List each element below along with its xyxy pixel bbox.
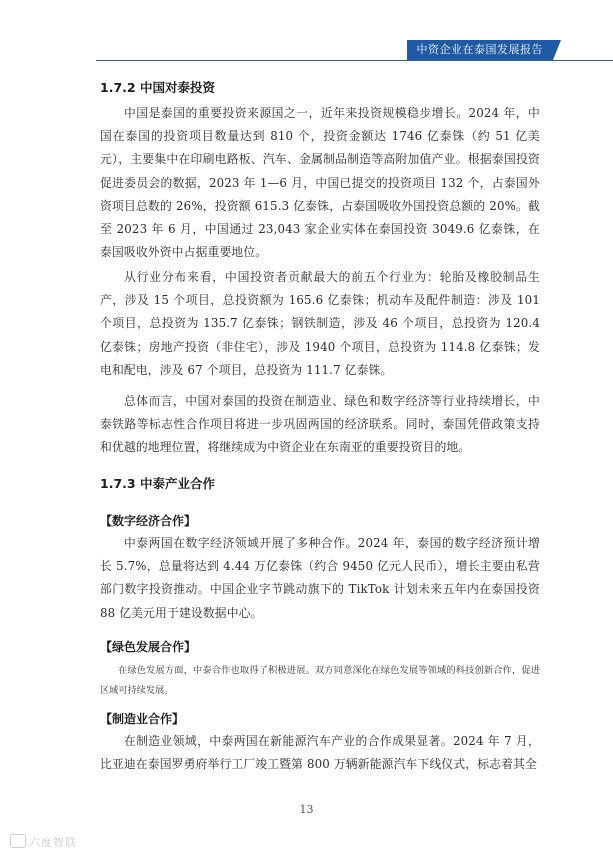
- watermark: [10, 834, 77, 850]
- subheading-digital-economy: 【数字经济合作】: [100, 514, 197, 528]
- paragraph-summary: 总体而言，中国对泰国的投资在制造业、绿色和数字经济等行业持续增长，中泰铁路等标志性合作项目将进一步巩固两国的经济联系。同时，泰国凭借政策支持和优越的地理位置，将继续成为中资企业在东南亚的重要投资目的地。: [100, 394, 540, 455]
- section-china-investment-body: [100, 102, 540, 264]
- subsection-manufacturing: [100, 710, 540, 776]
- header-divider: [96, 60, 613, 61]
- section-title-industry-cooperation: 1.7.3 中泰产业合作: [100, 476, 215, 491]
- paragraph-digital-economy: 中泰两国在数字经济领域开展了多种合作。2024 年，泰国的数字经济预计增长 5.7%，总量将达到 4.44 万亿泰铢（约合 9450 亿元人民币），增长主要由私营部门数字投资推动。中国企业字节跳动旗下的 TikTok 计划未来五年内在泰国投资 88 亿美元用于建设数据中心。: [100, 536, 540, 620]
- page-number: 13: [299, 803, 314, 816]
- watermark-text: 六度智联: [29, 836, 77, 849]
- subheading-manufacturing: 【制造业合作】: [100, 712, 185, 726]
- watermark-logo-icon: [10, 834, 26, 848]
- paragraph-green-development: 在绿色发展方面，中泰合作也取得了积极进展。双方同意深化在绿色发展等领域的科技创新合作，促进区域可持续发展。: [100, 665, 540, 696]
- section-industry-distribution: [100, 266, 540, 382]
- subsection-green-development: [100, 638, 540, 701]
- report-header-title: 中资企业在泰国发展报告: [407, 40, 554, 60]
- paragraph-investment-overview: 中国是泰国的重要投资来源国之一，近年来投资规模稳步增长。2024 年，中国在泰国的投资项目数量达到 810 个，投资金额达 1746 亿泰铢（约 51 亿美元），主要集中在印刷电路板、汽车、金属制品制造等高附加值产业。根据泰国投资促进委员会的数据，2023 年 1—6 月，中国已提交的投资项目 132 个，占泰国外资项目总数的 26%，投资额 615.3 亿泰铢，占泰国吸收外国投资总额的 20%。截至 2023 年 6 月，中国通过 23,043 家企业实体在泰国投资 3049.6 亿泰铢，在泰国吸收外资中占据重要地位。: [100, 106, 540, 260]
- paragraph-industry-distribution: 从行业分布来看，中国投资者贡献最大的前五个行业为：轮胎及橡胶制品生产，涉及 15 个项目，总投资额为 165.6 亿泰铢；机动车及配件制造：涉及 101 个项目，总投资为 135.7 亿泰铢；钢铁制造，涉及 46 个项目，总投资为 120.4 亿泰铢；房地产投资（非住宅），涉及 1940 个项目，总投资为 114.8 亿泰铢；发电和配电，涉及 67 个项目，总投资为 111.7 亿泰铢。: [100, 270, 540, 377]
- subsection-digital-economy: [100, 512, 540, 625]
- paragraph-manufacturing: 在制造业领域，中泰两国在新能源汽车产业的合作成果显著。2024 年 7 月，比亚迪在泰国罗勇府举行工厂竣工暨第 800 万辆新能源汽车下线仪式，标志着其全: [100, 734, 540, 772]
- subheading-green-development: 【绿色发展合作】: [100, 640, 197, 654]
- section-summary: [100, 390, 540, 460]
- section-title-china-investment: 1.7.2 中国对泰投资: [100, 80, 215, 95]
